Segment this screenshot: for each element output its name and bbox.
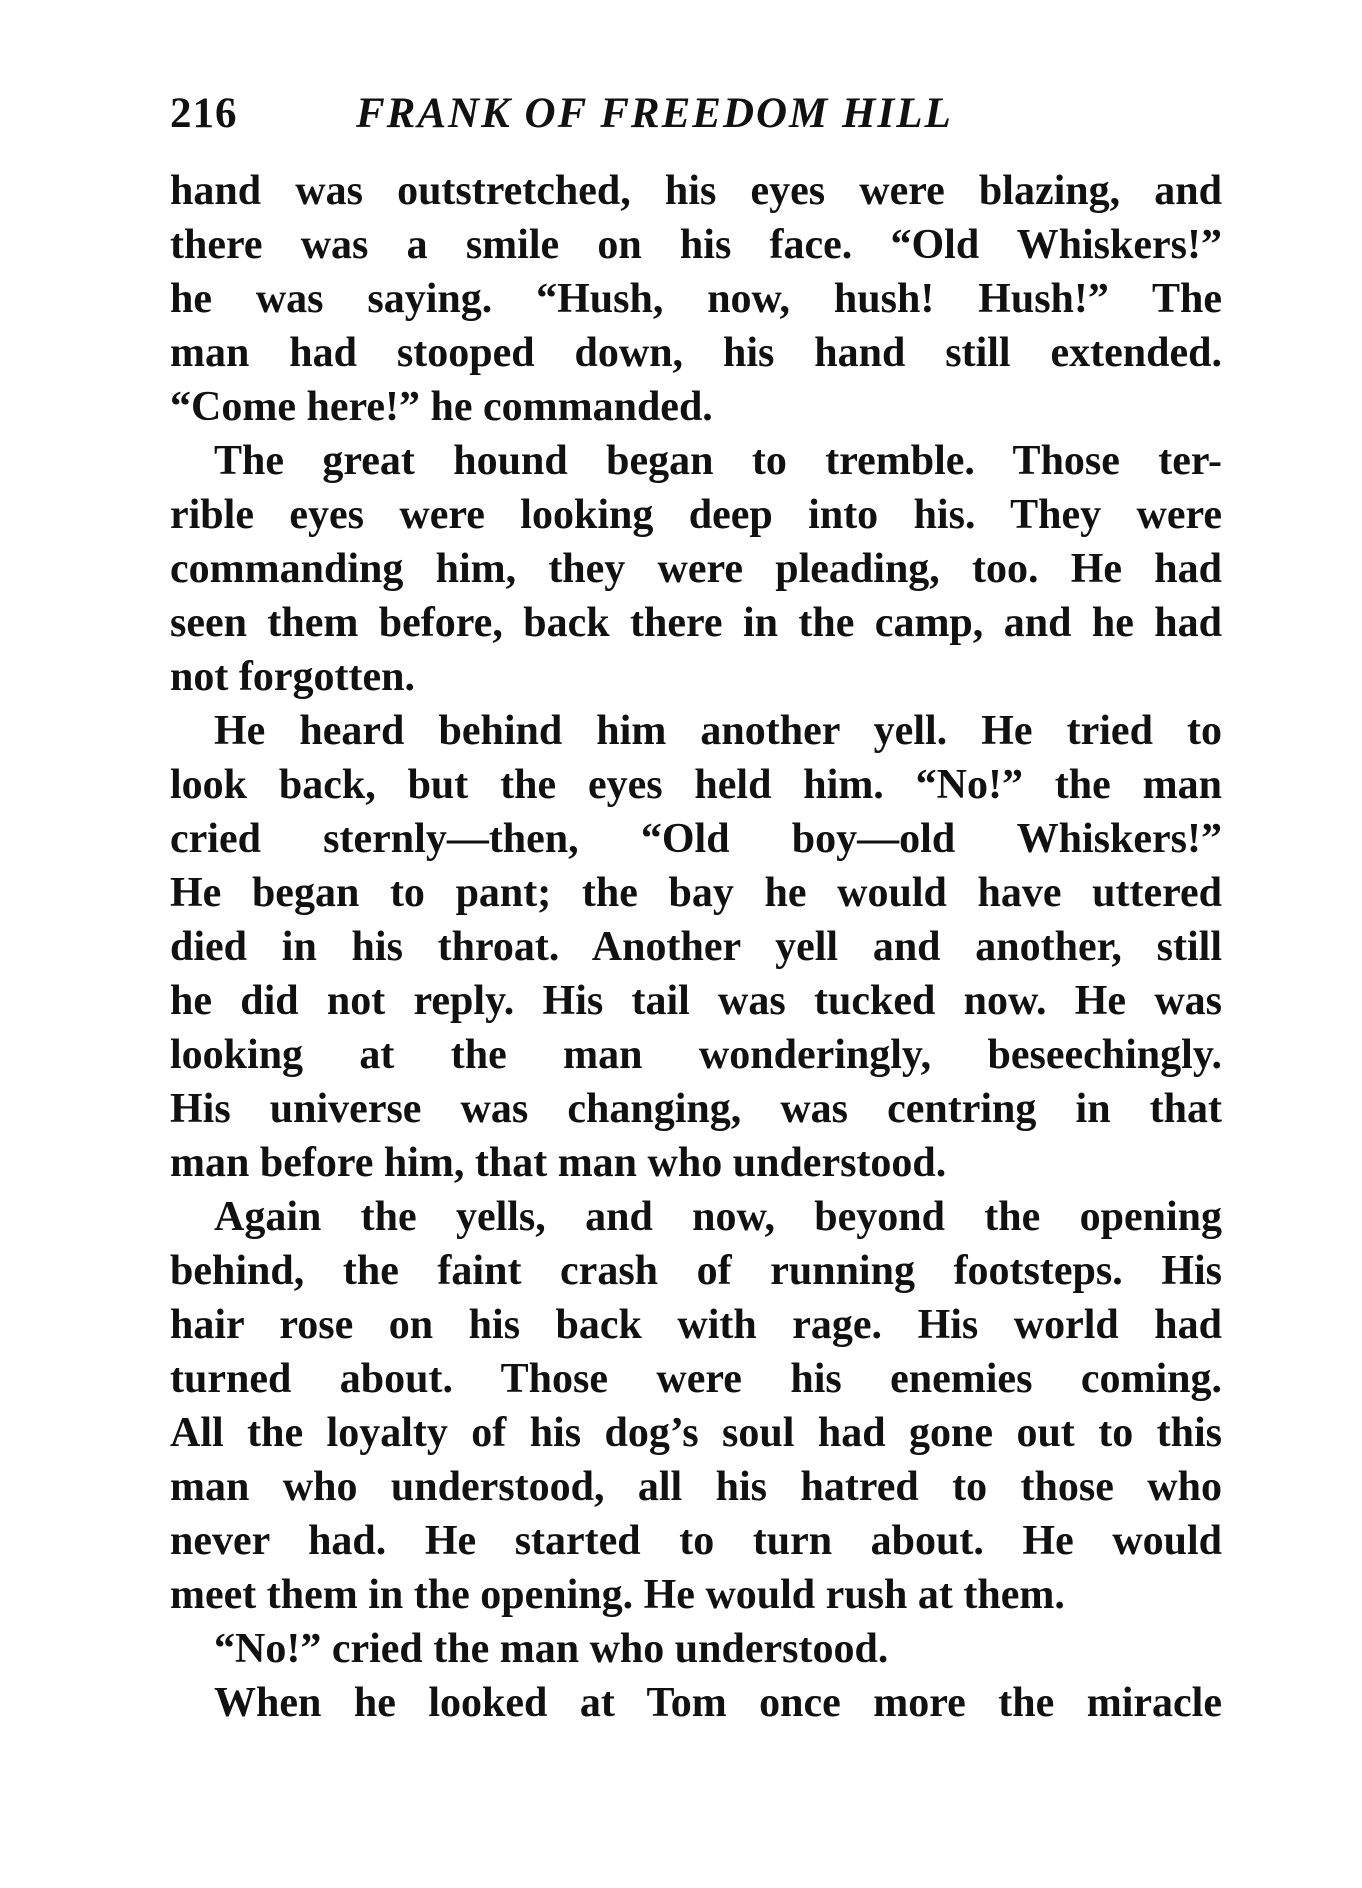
text-line: not forgotten. (170, 654, 415, 700)
text-line: he was saying. “Hush, now, hush! Hush!” The (170, 276, 1222, 322)
text-line: His universe was changing, was centring in that (170, 1086, 1222, 1132)
text-line: When he looked at Tom once more the miracle (214, 1680, 1222, 1726)
text-line: Again the yells, and now, beyond the opening (214, 1194, 1222, 1240)
text-line: He heard behind him another yell. He tried to (214, 708, 1222, 754)
body-text (170, 164, 1222, 1730)
text-line: died in his throat. Another yell and another, still (170, 924, 1222, 970)
text-line: The great hound began to tremble. Those ter- (214, 438, 1222, 484)
text-line: He began to pant; the bay he would have uttered (170, 870, 1222, 916)
text-line: he did not reply. His tail was tucked now. He was (170, 978, 1222, 1024)
page-header (170, 84, 1222, 144)
text-line: commanding him, they were pleading, too. He had (170, 546, 1222, 592)
text-line: rible eyes were looking deep into his. They were (170, 492, 1222, 538)
text-line: looking at the man wonderingly, beseechingly. (170, 1032, 1222, 1078)
text-line: seen them before, back there in the camp, and he had (170, 600, 1222, 646)
text-line: man had stooped down, his hand still extended. (170, 330, 1222, 376)
text-line: cried sternly—then, “Old boy—old Whiskers!” (170, 816, 1222, 862)
text-line: “Come here!” he commanded. (170, 384, 713, 430)
text-line: All the loyalty of his dog’s soul had gone out to this (170, 1410, 1222, 1456)
text-line: look back, but the eyes held him. “No!” the man (170, 762, 1222, 808)
text-line: behind, the faint crash of running footsteps. His (170, 1248, 1222, 1294)
text-line: man before him, that man who understood. (170, 1140, 947, 1186)
text-line: never had. He started to turn about. He would (170, 1518, 1222, 1564)
text-line: meet them in the opening. He would rush at them. (170, 1572, 1065, 1618)
running-title: FRANK OF FREEDOM HILL (356, 90, 953, 137)
text-line: hair rose on his back with rage. His world had (170, 1302, 1222, 1348)
text-line: man who understood, all his hatred to those who (170, 1464, 1222, 1510)
text-line: turned about. Those were his enemies coming. (170, 1356, 1222, 1402)
text-line: there was a smile on his face. “Old Whiskers!” (170, 222, 1222, 268)
text-line: “No!” cried the man who understood. (214, 1626, 889, 1672)
page-number: 216 (170, 90, 238, 137)
text-line: hand was outstretched, his eyes were blazing, and (170, 168, 1222, 214)
